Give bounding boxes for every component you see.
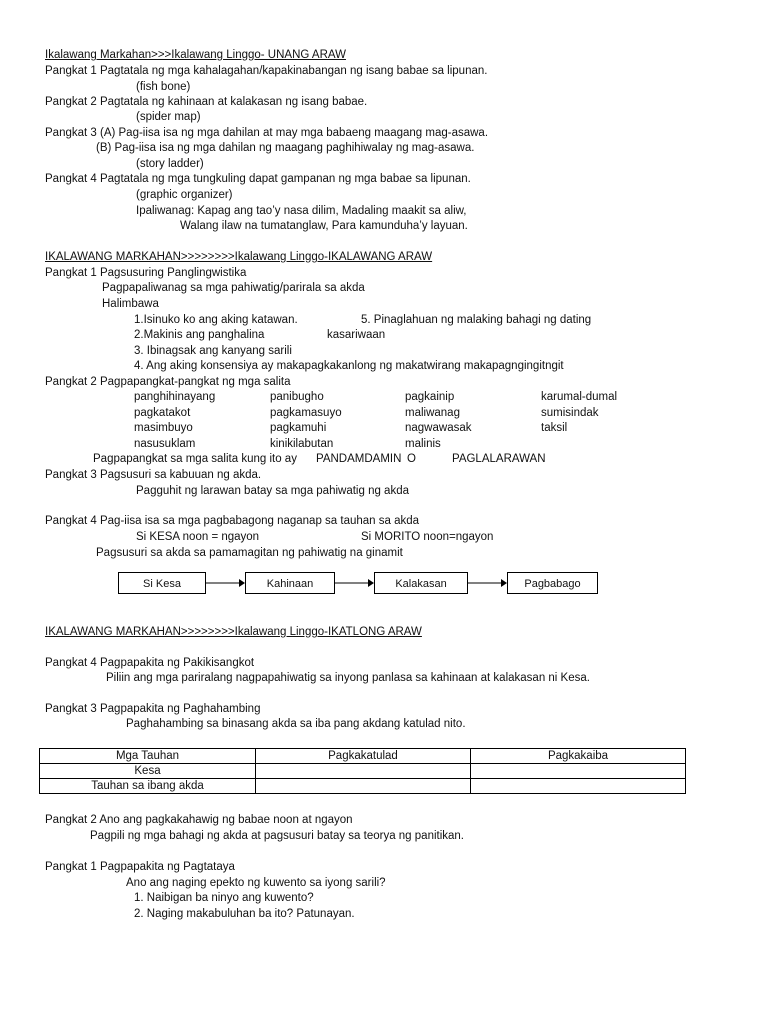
word: pagkainip (405, 391, 455, 403)
example-4: 4. Ang aking konsensiya ay makapagkakanlong ng makatwirang makapagngingitngit (134, 360, 564, 372)
day3-group3: Pangkat 3 Pagpapakita ng Paghahambing (45, 703, 261, 715)
day1-group1-organizer: (fish bone) (136, 81, 191, 93)
flow-box-pagbabago: Pagbabago (507, 572, 598, 594)
word: maliwanag (405, 407, 460, 419)
day1-group3b: (B) Pag-iisa isa ng mga dahilan ng maagang paghihiwalay ng mag-asawa. (96, 142, 475, 154)
example-2: 2.Makinis ang panghalina (134, 329, 265, 341)
table-cell: Tauhan sa ibang akda (40, 779, 256, 794)
word: kinikilabutan (270, 438, 334, 450)
word: taksil (541, 422, 568, 434)
word: nagwawasak (405, 422, 472, 434)
word: pagkamasuyo (270, 407, 342, 419)
example-5: 5. Pinaglahuan ng malaking bahagi ng dating (361, 314, 592, 326)
word: sumisindak (541, 407, 599, 419)
day1-group4: Pangkat 4 Pagtatala ng mga tungkuling dapat gampanan ng mga babae sa lipunan. (45, 173, 471, 185)
grouping-or: O (407, 453, 416, 465)
grouping-option-b: PAGLALARAWAN (452, 453, 546, 465)
word: panibugho (270, 391, 324, 403)
table-header: Pagkakatulad (256, 749, 471, 764)
day2-group1-task: Pagpapaliwanag sa mga pahiwatig/parirala sa akda (102, 282, 365, 294)
day3-group1-task: Ano ang naging epekto ng kuwento sa iyong sarili? (126, 877, 386, 889)
day2-morito-change: Si MORITO noon=ngayon (361, 531, 494, 543)
table-cell (471, 779, 686, 794)
table-header: Mga Tauhan (40, 749, 256, 764)
flow-arrow-1 (206, 577, 245, 589)
day3-group1: Pangkat 1 Pagpapakita ng Pagtataya (45, 861, 235, 873)
word: pagkamuhi (270, 422, 327, 434)
table-row (40, 779, 686, 794)
word: karumal-dumal (541, 391, 618, 403)
table-row (40, 764, 686, 779)
grouping-option-a: PANDAMDAMIN (316, 453, 402, 465)
word: masimbuyo (134, 422, 193, 434)
day1-group3-organizer: (story ladder) (136, 158, 204, 170)
table-cell (256, 764, 471, 779)
day3-group4: Pangkat 4 Pagpapakita ng Pakikisangkot (45, 657, 255, 669)
day2-group1: Pangkat 1 Pagsusuring Panglingwistika (45, 267, 247, 279)
table-cell (471, 764, 686, 779)
day1-heading: Ikalawang Markahan>>>Ikalawang Linggo- UNANG ARAW (45, 49, 346, 61)
day3-group2-task: Pagpili ng mga bahagi ng akda at pagsusuri batay sa teorya ng panitikan. (90, 830, 465, 842)
day1-explain-line1: Ipaliwanag: Kapag ang tao’y nasa dilim, Madaling maakit sa aliw, (136, 205, 467, 217)
flow-arrow-3 (468, 577, 507, 589)
word: malinis (405, 438, 441, 450)
table-cell (256, 779, 471, 794)
question-1: 1. Naibigan ba ninyo ang kuwento? (134, 892, 314, 904)
day3-group2: Pangkat 2 Ano ang pagkakahawig ng babae noon at ngayon (45, 814, 353, 826)
day1-group1: Pangkat 1 Pagtatala ng mga kahalagahan/kapakinabangan ng isang babae sa lipunan. (45, 65, 488, 77)
flow-box-kalakasan: Kalakasan (374, 572, 468, 594)
day2-heading: IKALAWANG MARKAHAN>>>>>>>>Ikalawang Linggo-IKALAWANG ARAW (45, 251, 433, 263)
day1-explain-line2: Walang ilaw na tumatanglaw, Para kamunduha’y layuan. (180, 220, 468, 232)
day1-group2-organizer: (spider map) (136, 111, 201, 123)
grouping-instruction: Pagpapangkat sa mga salita kung ito ay (93, 453, 297, 465)
day2-group4-task: Pagsusuri sa akda sa pamamagitan ng pahiwatig na ginamit (96, 547, 403, 559)
word: pagkatakot (134, 407, 191, 419)
flow-box-kahinaan: Kahinaan (245, 572, 335, 594)
day2-example-label: Halimbawa (102, 298, 159, 310)
example-3: 3. Ibinagsak ang kanyang sarili (134, 345, 292, 357)
day2-group2: Pangkat 2 Pagpapangkat-pangkat ng mga salita (45, 376, 291, 388)
example-5-continued: kasariwaan (327, 329, 386, 341)
question-2: 2. Naging makabuluhan ba ito? Patunayan. (134, 908, 355, 920)
comparison-table (39, 748, 686, 794)
day1-group4-organizer: (graphic organizer) (136, 189, 233, 201)
flow-arrow-2 (335, 577, 374, 589)
table-header-row (40, 749, 686, 764)
flow-box-si-kesa: Si Kesa (118, 572, 206, 594)
day2-kesa-change: Si KESA noon = ngayon (136, 531, 260, 543)
day2-group3: Pangkat 3 Pagsusuri sa kabuuan ng akda. (45, 469, 262, 481)
table-cell: Kesa (40, 764, 256, 779)
day1-group2: Pangkat 2 Pagtatala ng kahinaan at kalakasan ng isang babae. (45, 96, 368, 108)
day2-group3-task: Pagguhit ng larawan batay sa mga pahiwatig ng akda (136, 485, 409, 497)
word: nasusuklam (134, 438, 196, 450)
word: panghihinayang (134, 391, 216, 403)
day3-group3-task: Paghahambing sa binasang akda sa iba pang akdang katulad nito. (126, 718, 466, 730)
day1-group3a: Pangkat 3 (A) Pag-iisa isa ng mga dahilan at may mga babaeng maagang mag-asawa. (45, 127, 489, 139)
example-1: 1.Isinuko ko ang aking katawan. (134, 314, 298, 326)
table-header: Pagkakaiba (471, 749, 686, 764)
day3-heading: IKALAWANG MARKAHAN>>>>>>>>Ikalawang Linggo-IKATLONG ARAW (45, 626, 422, 638)
day3-group4-task: Piliin ang mga pariralang nagpapahiwatig sa inyong panlasa sa kahinaan at kalakasan ni Kesa. (106, 672, 590, 684)
day2-group4: Pangkat 4 Pag-iisa isa sa mga pagbabagong naganap sa tauhan sa akda (45, 515, 420, 527)
